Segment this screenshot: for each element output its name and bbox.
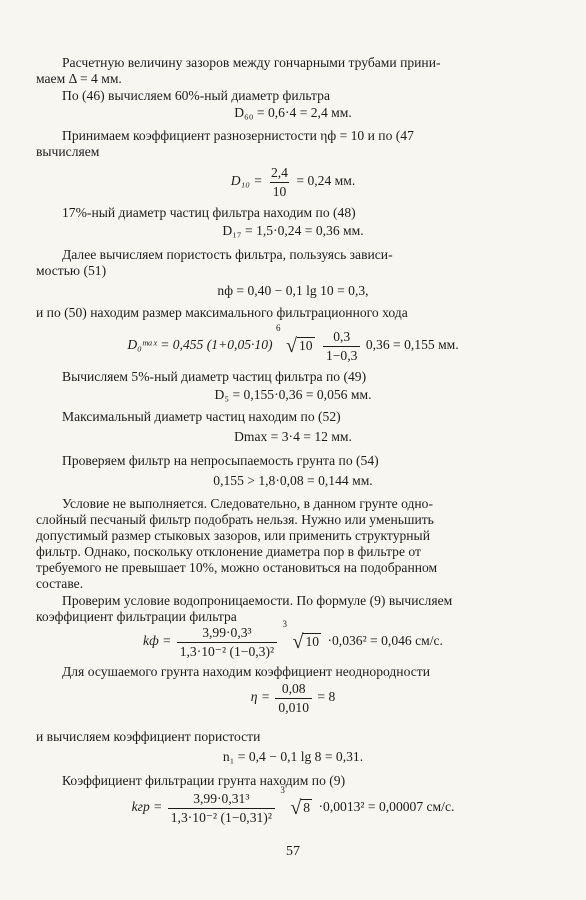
formula-rhs: ·0,036² = 0,046 см/с.	[327, 633, 443, 649]
formula-lhs: kф =	[143, 633, 172, 649]
numerator: 2,4	[270, 165, 288, 180]
numerator: 3,99·0,31³	[193, 791, 250, 806]
paragraph-14: Коэффициент фильтрации грунта находим по (9)	[62, 773, 346, 788]
formula-rhs: = 0,24 мм.	[296, 173, 356, 189]
equation-dmax: Dmax = 3·4 = 12 мм.	[234, 429, 352, 444]
paragraph-3-line-2: вычисляем	[36, 144, 100, 159]
radical: 3 √ 8	[280, 785, 311, 820]
paragraph-10-line-3: допустимый размер стыковых зазоров, или применить структурный	[36, 528, 430, 543]
paragraph-8: Максимальный диаметр частиц находим по (52)	[62, 409, 341, 424]
paragraph-10-line-2: слойный песчаный фильтр подобрать нельзя. Нужно или уменьшить	[36, 512, 434, 527]
equation-d0max	[0, 323, 586, 363]
numerator: 0,3	[333, 329, 351, 344]
paragraph-11-line-1: Проверим условие водопроницаемости. По формуле (9) вычисляем	[62, 593, 453, 608]
formula-rhs: 0,36 = 0,155 мм.	[365, 337, 459, 353]
formula-lhs: kгр =	[131, 799, 163, 815]
paragraph-2: По (46) вычисляем 60%-ный диаметр фильтра	[62, 88, 330, 103]
root-index: 6	[275, 323, 281, 334]
equation-d60: D₆₀ = 0,6·4 = 2,4 мм.	[234, 105, 352, 120]
formula-rhs: = 8	[317, 689, 336, 705]
equation-d17: D₁₇ = 1,5·0,24 = 0,36 мм.	[222, 223, 364, 238]
fraction	[275, 682, 312, 714]
denominator: 1,3·10⁻² (1−0,3)²	[177, 642, 277, 659]
numerator: 3,99·0,3³	[202, 625, 252, 640]
fraction	[177, 626, 277, 658]
equation-eta	[0, 682, 586, 714]
denominator: 1−0,3	[323, 346, 360, 363]
denominator: 1,3·10⁻² (1−0,31)²	[168, 808, 275, 825]
paragraph-9: Проверяем фильтр на непросыпаемость грунта по (54)	[62, 453, 379, 468]
paragraph-12: Для осушаемого грунта находим коэффициент неоднородности	[62, 664, 430, 679]
paragraph-5-line-2: мостью (51)	[36, 263, 107, 278]
formula-lhs: η =	[250, 689, 271, 705]
paragraph-5-line-1: Далее вычисляем пористость фильтра, пользуясь зависи-	[62, 247, 393, 262]
paragraph-10-line-6: составе.	[36, 576, 84, 591]
formula-lhs: D₀ᵐᵃˣ = 0,455 (1+0,05·10)	[127, 337, 273, 353]
paragraph-10-line-4: фильтр. Однако, поскольку отклонение диаметра пор в фильтре от	[36, 544, 421, 559]
radicand: 10	[305, 634, 320, 650]
fraction	[323, 330, 360, 362]
denominator: 0,010	[275, 698, 312, 715]
paragraph-10-line-5: требуемого не превышает 10%, можно остановиться на подобранном	[36, 560, 438, 575]
paragraph-3-line-1: Принимаем коэффициент разнозернистости ηф = 10 и по (47	[62, 128, 414, 143]
radical: 3 √ 10	[282, 619, 320, 654]
page-number: 57	[286, 844, 300, 859]
radicand: 8	[303, 800, 311, 816]
root-index: 3	[280, 785, 285, 796]
paragraph-6: и по (50) находим размер максимального фильтрационного хода	[36, 305, 408, 320]
equation-d5: D₅ = 0,155·0,36 = 0,056 мм.	[214, 387, 372, 402]
paragraph-13: и вычисляем коэффициент пористости	[36, 729, 261, 744]
formula-lhs: D₁₀ =	[230, 173, 263, 189]
equation-d10	[0, 166, 586, 198]
radical: 6 √ 10	[275, 323, 313, 358]
paragraph-1-line-1	[62, 56, 502, 70]
equation-porosity-soil: n₁ = 0,4 − 0,1 lg 8 = 0,31.	[222, 749, 364, 764]
fraction	[268, 166, 291, 198]
equation-porosity-filter: nф = 0,40 − 0,1 lg 10 = 0,3,	[217, 283, 369, 298]
fraction	[168, 792, 275, 824]
text-line: Расчетную величину зазоров между гончарными трубами прини-	[62, 55, 441, 70]
root-index: 3	[282, 619, 287, 630]
paragraph-11-line-2: коэффициент фильтрации фильтра	[36, 609, 237, 624]
equation-check: 0,155 > 1,8·0,08 = 0,144 мм.	[213, 473, 373, 488]
equation-kf	[0, 619, 586, 659]
formula-rhs: ·0,0013² = 0,00007 см/с.	[318, 799, 455, 815]
paragraph-4: 17%-ный диаметр частиц фильтра находим по (48)	[62, 205, 356, 220]
equation-kgr	[0, 785, 586, 825]
paragraph-1-line-2: маем Δ = 4 мм.	[36, 71, 122, 86]
paragraph-10-line-1: Условие не выполняется. Следовательно, в данном грунте одно-	[62, 496, 433, 511]
radicand: 10	[298, 338, 313, 354]
numerator: 0,08	[281, 681, 306, 696]
denominator: 10	[270, 182, 290, 199]
paragraph-7: Вычисляем 5%-ный диаметр частиц фильтра по (49)	[62, 369, 367, 384]
